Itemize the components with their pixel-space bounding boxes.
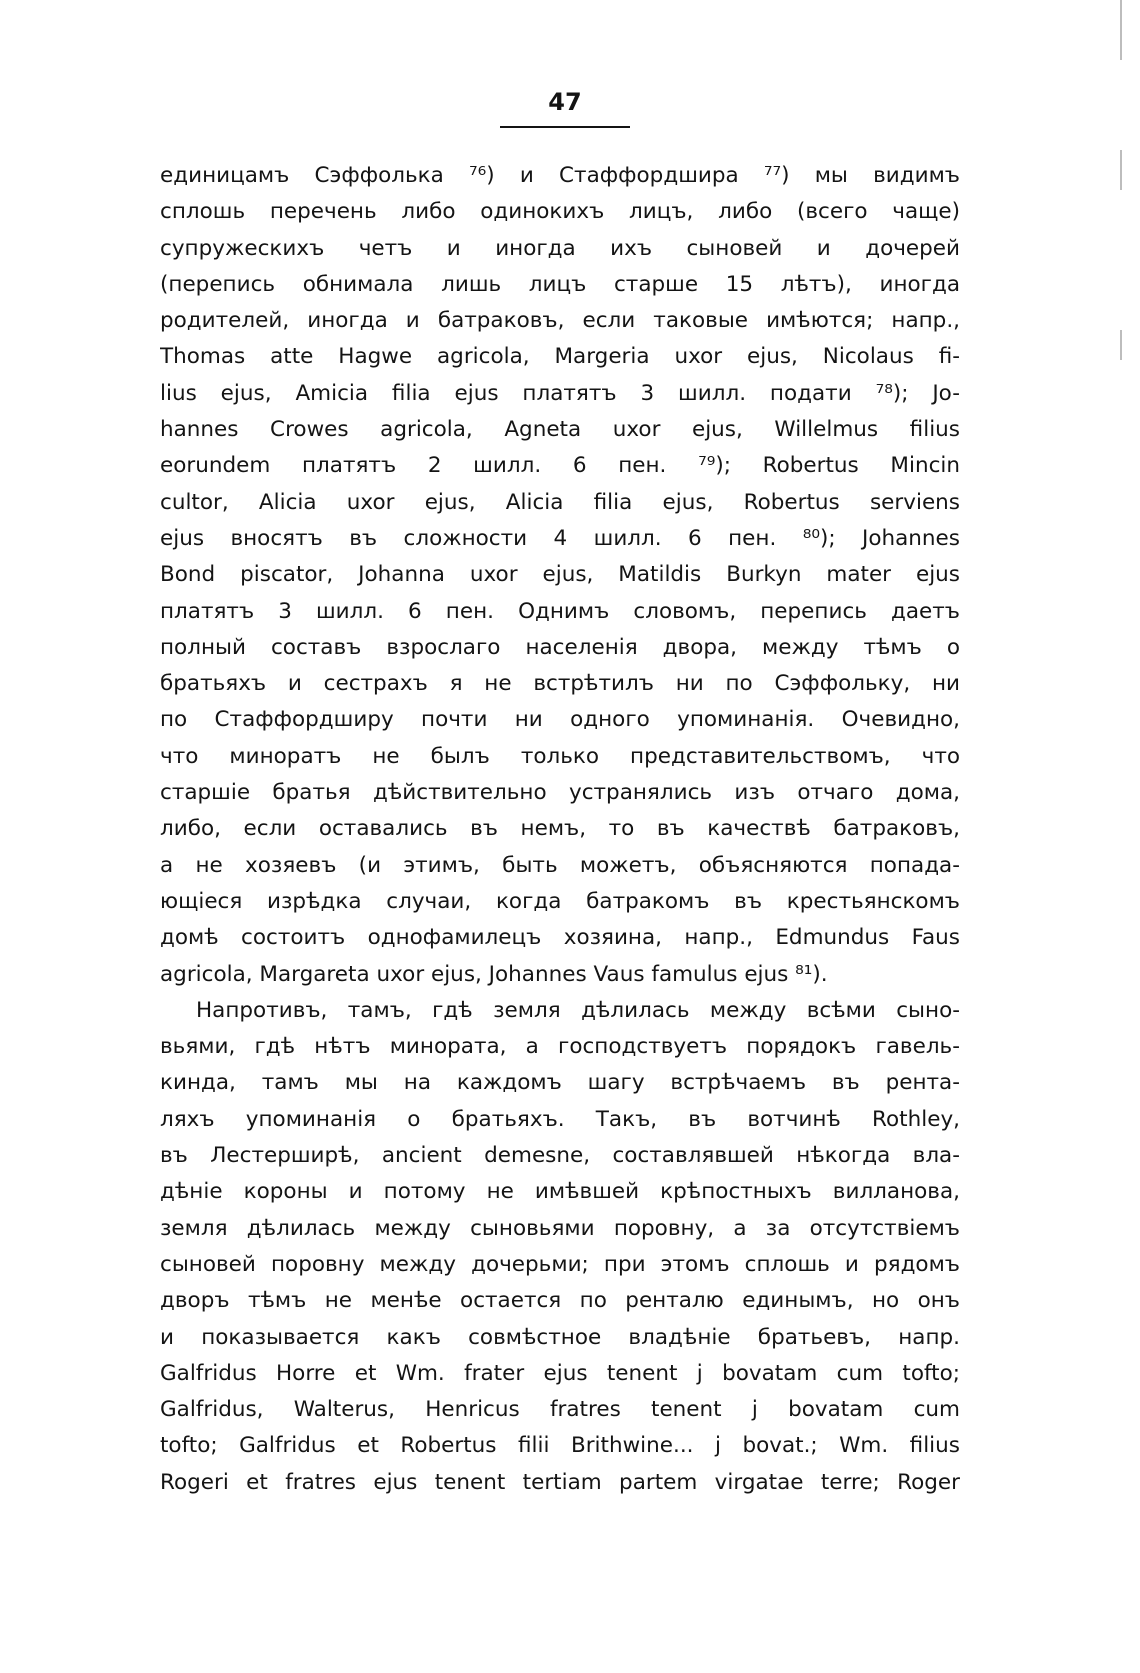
text-line: Rogeri et fratres ejus tenent tertiam partem virgatae terre; Roger: [160, 1469, 960, 1495]
text-line: родителей, иногда и батраковъ, если таковые имѣются; напр.,: [160, 308, 960, 334]
text-line: платятъ 3 шилл. 6 пен. Однимъ словомъ, перепись даетъ: [160, 598, 960, 624]
text-line: lius ejus, Amicia filia ejus платятъ 3 шилл. подати ⁷⁸); Jo-: [160, 380, 960, 406]
text-line: старшіе братья дѣйствительно устранялись изъ отчаго дома,: [160, 780, 960, 806]
text-line: (перепись обнимала лишь лицъ старше 15 лѣтъ), иногда: [160, 271, 960, 297]
text-line: tofto; Galfridus et Robertus filii Brithwine... j bovat.; Wm. filius: [160, 1433, 960, 1459]
header-rule: [500, 126, 630, 128]
text-line: единицамъ Сэффолька ⁷⁶) и Стаффордшира ⁷⁷) мы видимъ: [160, 163, 960, 188]
page-number: 47: [548, 88, 582, 116]
text-line: сплошь перечень либо одинокихъ лицъ, либо (всего чаще): [160, 199, 960, 225]
text-line: земля дѣлилась между сыновьями поровну, а за отсутствіемъ: [160, 1215, 960, 1241]
text-line: и показывается какъ совмѣстное владѣніе братьевъ, напр.: [160, 1324, 960, 1350]
text-line: ejus вносятъ въ сложности 4 шилл. 6 пен. ⁸⁰); Johannes: [160, 525, 960, 551]
scan-edge-mark: [1120, 330, 1122, 360]
text-line: ляхъ упоминанія о братьяхъ. Такъ, въ вотчинѣ Rothley,: [160, 1106, 960, 1132]
text-line: Galfridus Horre et Wm. frater ejus tenent j bovatam cum tofto;: [160, 1360, 960, 1386]
text-line: дворъ тѣмъ не менѣе остается по ренталю единымъ, но онъ: [160, 1288, 960, 1314]
text-line: hannes Crowes agricola, Agneta uxor ejus, Willelmus filius: [160, 417, 960, 443]
text-line: ющіеся изрѣдка случаи, когда батракомъ въ крестьянскомъ: [160, 888, 960, 914]
text-line: Bond piscator, Johanna uxor ejus, Matildis Burkyn mater ejus: [160, 562, 960, 588]
text-line: супружескихъ четъ и иногда ихъ сыновей и дочерей: [160, 235, 960, 261]
text-line: а не хозяевъ (и этимъ, быть можетъ, объясняются попада-: [160, 852, 960, 878]
text-line: eorundem платятъ 2 шилл. 6 пен. ⁷⁹); Robertus Mincin: [160, 453, 960, 479]
text-line: сыновей поровну между дочерьми; при этомъ сплошь и рядомъ: [160, 1251, 960, 1277]
text-line: домѣ состоитъ однофамилецъ хозяина, напр., Edmundus Faus: [160, 925, 960, 951]
text-line: въ Лестерширѣ, ancient demesne, составлявшей нѣкогда вла-: [160, 1143, 960, 1169]
text-line: кинда, тамъ мы на каждомъ шагу встрѣчаемъ въ рента-: [160, 1070, 960, 1096]
text-line: полный составъ взрослаго населенія двора, между тѣмъ о: [160, 634, 960, 660]
text-line: Thomas atte Hagwe agricola, Margeria uxor ejus, Nicolaus fi-: [160, 344, 960, 370]
text-line: agricola, Margareta uxor ejus, Johannes Vaus famulus ejus ⁸¹).: [160, 961, 828, 987]
scan-edge-mark: [1120, 150, 1122, 190]
body-text: [160, 158, 960, 1501]
text-line: Galfridus, Walterus, Henricus fratres tenent j bovatam cum: [160, 1397, 960, 1423]
text-line: cultor, Alicia uxor ejus, Alicia filia ejus, Robertus serviens: [160, 489, 960, 515]
text-line: братьяхъ и сестрахъ я не встрѣтилъ ни по Сэффольку, ни: [160, 671, 960, 697]
text-line: Напротивъ, тамъ, гдѣ земля дѣлилась между всѣми сыно-: [196, 997, 960, 1023]
text-line: по Стаффордширу почти ни одного упоминанія. Очевидно,: [160, 707, 960, 733]
scan-edge-mark: [1120, 0, 1122, 60]
text-line: вьями, гдѣ нѣтъ минората, а господствуетъ порядокъ гавель-: [160, 1034, 960, 1060]
text-line: либо, если оставались въ немъ, то въ качествѣ батраковъ,: [160, 816, 960, 842]
text-line: дѣніе короны и потому не имѣвшей крѣпостныхъ вилланова,: [160, 1179, 960, 1205]
text-line: что миноратъ не былъ только представительствомъ, что: [160, 743, 960, 769]
